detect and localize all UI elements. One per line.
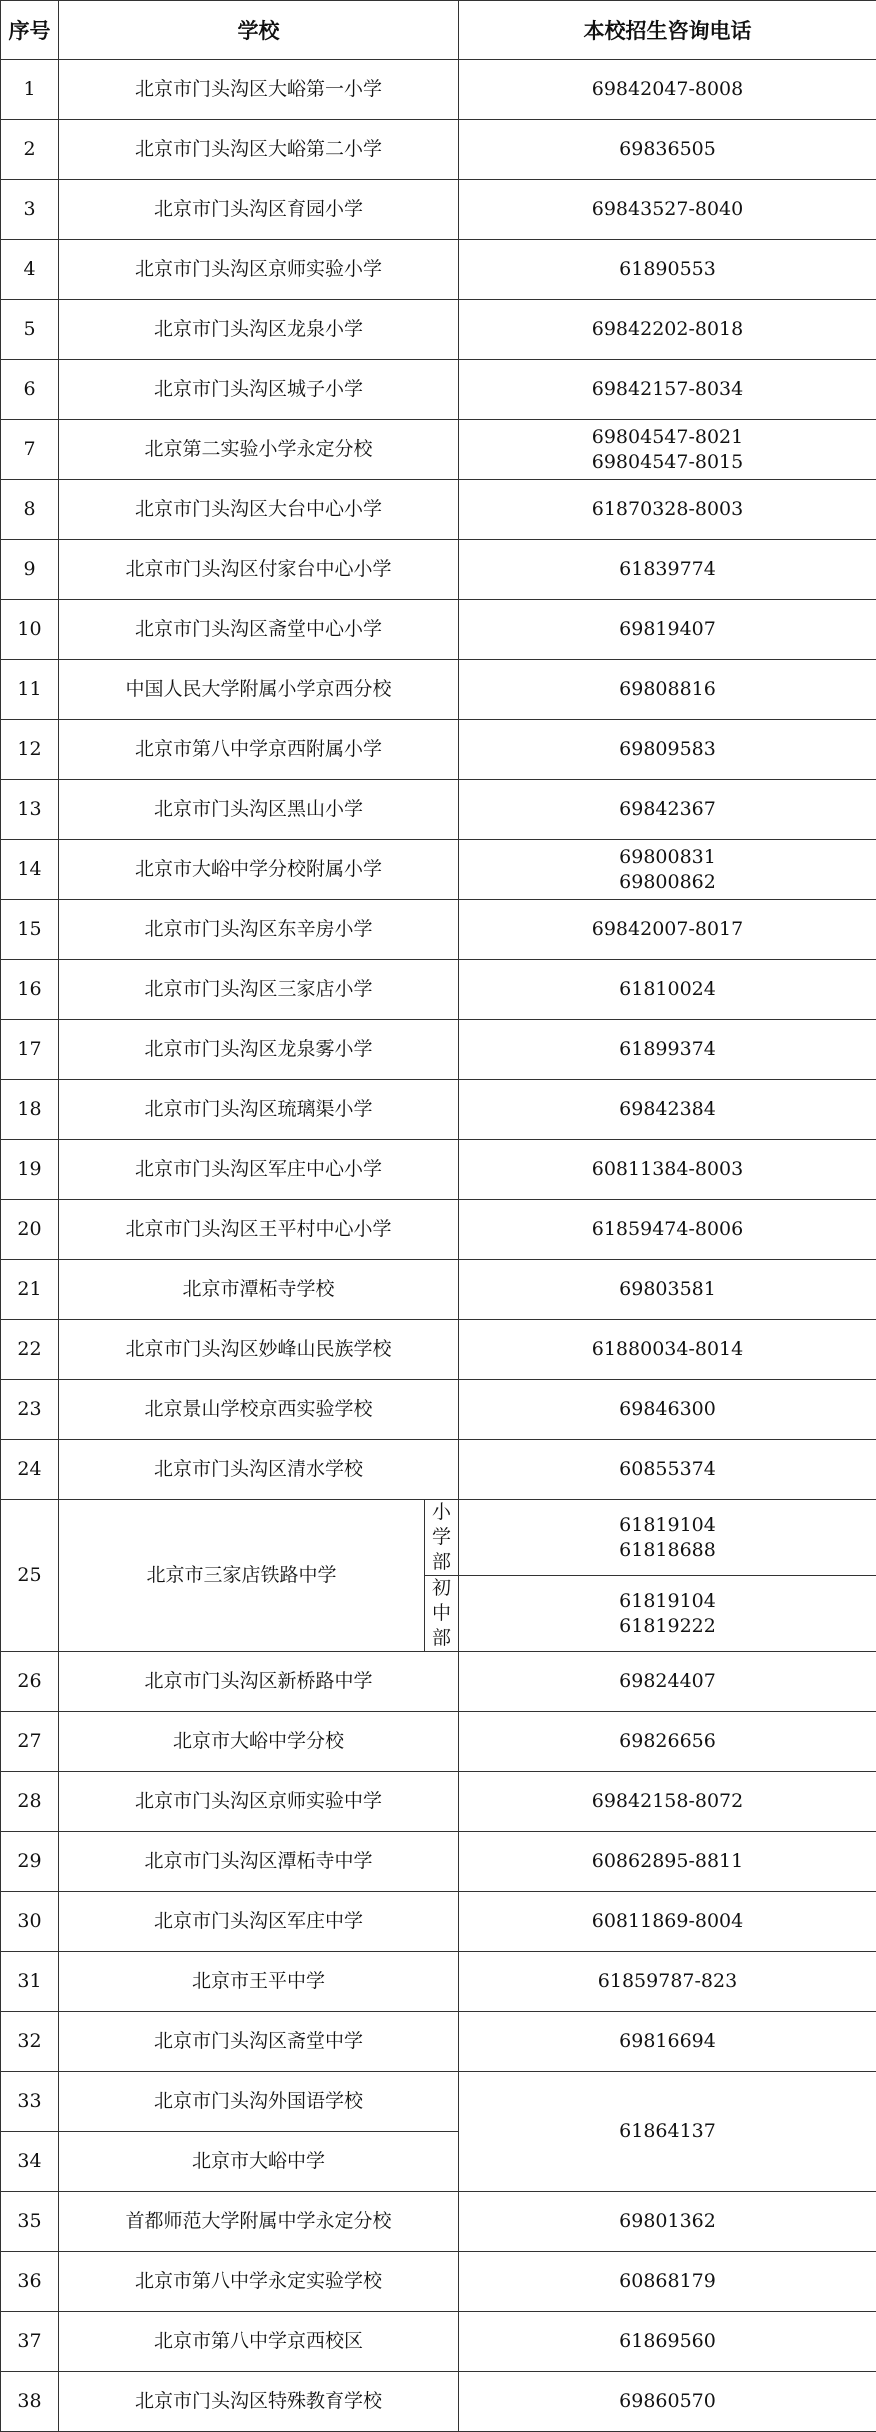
- header-row: [1, 1, 876, 60]
- row-index: 9: [1, 540, 59, 600]
- phone-cell: [459, 2372, 876, 2432]
- phone-number: 69842384: [459, 1097, 876, 1122]
- row-index: 24: [1, 1440, 59, 1500]
- row-index: 6: [1, 360, 59, 420]
- row-index: 19: [1, 1140, 59, 1200]
- school-name: 北京市大峪中学分校: [59, 1712, 459, 1772]
- school-name: 北京市门头沟区京师实验中学: [59, 1772, 459, 1832]
- phone-number: 69809583: [459, 737, 876, 762]
- school-name: 北京市门头沟区付家台中心小学: [59, 540, 459, 600]
- phone-cell: [459, 1772, 876, 1832]
- table-row: [1, 1832, 876, 1892]
- row-index: 26: [1, 1652, 59, 1712]
- phone-cell: [459, 1500, 876, 1576]
- phone-cell: [459, 1140, 876, 1200]
- phone-cell: [459, 240, 876, 300]
- table-row: [1, 1500, 876, 1576]
- phone-number: 69808816: [459, 677, 876, 702]
- row-index: 10: [1, 600, 59, 660]
- phone-cell: [459, 60, 876, 120]
- school-name: 北京市门头沟区斋堂中心小学: [59, 600, 459, 660]
- phone-number: 69842157-8034: [459, 377, 876, 402]
- school-name: 北京第二实验小学永定分校: [59, 420, 459, 480]
- row-index: 30: [1, 1892, 59, 1952]
- school-name: 北京市门头沟区妙峰山民族学校: [59, 1320, 459, 1380]
- phone-number: 61899374: [459, 1037, 876, 1062]
- school-name: 北京市门头沟区琉璃渠小学: [59, 1080, 459, 1140]
- phone-number: 69804547-8021: [459, 425, 876, 450]
- table-row: [1, 660, 876, 720]
- school-name: 北京市三家店铁路中学: [59, 1500, 425, 1652]
- phone-number: 69800862: [459, 870, 876, 895]
- school-name: 北京市大峪中学: [59, 2132, 459, 2192]
- row-index: 18: [1, 1080, 59, 1140]
- phone-cell: [459, 720, 876, 780]
- table-row: [1, 1712, 876, 1772]
- row-index: 32: [1, 2012, 59, 2072]
- row-index: 20: [1, 1200, 59, 1260]
- school-name: 北京市潭柘寺学校: [59, 1260, 459, 1320]
- phone-cell: [459, 480, 876, 540]
- phone-cell: [459, 2252, 876, 2312]
- phone-number: 61864137: [459, 2119, 876, 2144]
- school-name: 北京市门头沟区城子小学: [59, 360, 459, 420]
- row-index: 14: [1, 840, 59, 900]
- header-phone: 本校招生咨询电话: [459, 1, 876, 60]
- school-name: 北京市门头沟区军庄中心小学: [59, 1140, 459, 1200]
- table-row: [1, 1892, 876, 1952]
- row-index: 7: [1, 420, 59, 480]
- table-row: [1, 600, 876, 660]
- table-row: [1, 1020, 876, 1080]
- phone-cell: [459, 780, 876, 840]
- phone-cell: [459, 120, 876, 180]
- phone-number: 69800831: [459, 845, 876, 870]
- school-name: 北京市门头沟区龙泉雾小学: [59, 1020, 459, 1080]
- table-row: [1, 2252, 876, 2312]
- row-index: 37: [1, 2312, 59, 2372]
- phone-number: 61869560: [459, 2329, 876, 2354]
- phone-number: 69860570: [459, 2389, 876, 2414]
- school-name: 北京市门头沟区斋堂中学: [59, 2012, 459, 2072]
- phone-number: 69801362: [459, 2209, 876, 2234]
- school-name: 首都师范大学附属中学永定分校: [59, 2192, 459, 2252]
- table-row: [1, 780, 876, 840]
- phone-number: 60811869-8004: [459, 1909, 876, 1934]
- phone-number: 60811384-8003: [459, 1157, 876, 1182]
- phone-cell: [459, 360, 876, 420]
- table-row: [1, 1140, 876, 1200]
- school-name: 北京市门头沟区军庄中学: [59, 1892, 459, 1952]
- phone-cell: [459, 1832, 876, 1892]
- row-index: 34: [1, 2132, 59, 2192]
- row-index: 22: [1, 1320, 59, 1380]
- row-index: 5: [1, 300, 59, 360]
- phone-cell: [459, 1080, 876, 1140]
- table-row: [1, 2372, 876, 2432]
- phone-cell: [459, 540, 876, 600]
- table-row: [1, 960, 876, 1020]
- row-index: 29: [1, 1832, 59, 1892]
- phone-cell: [459, 1020, 876, 1080]
- table-row: [1, 1200, 876, 1260]
- school-name: 北京市门头沟区育园小学: [59, 180, 459, 240]
- table-row: [1, 1380, 876, 1440]
- phone-cell: [459, 840, 876, 900]
- school-name: 北京市门头沟区龙泉小学: [59, 300, 459, 360]
- phone-number: 69819407: [459, 617, 876, 642]
- phone-number: 60868179: [459, 2269, 876, 2294]
- school-name: 北京市门头沟区新桥路中学: [59, 1652, 459, 1712]
- row-index: 8: [1, 480, 59, 540]
- table-row: [1, 540, 876, 600]
- table-row: [1, 1080, 876, 1140]
- table-row: [1, 2192, 876, 2252]
- row-index: 16: [1, 960, 59, 1020]
- phone-number: 69836505: [459, 137, 876, 162]
- phone-number: 69816694: [459, 2029, 876, 2054]
- phone-cell: [459, 1952, 876, 2012]
- phone-cell: [459, 1892, 876, 1952]
- school-name: 北京市第八中学京西附属小学: [59, 720, 459, 780]
- table-row: [1, 1772, 876, 1832]
- phone-number: 61819104: [459, 1513, 876, 1538]
- school-name: 北京市门头沟外国语学校: [59, 2072, 459, 2132]
- school-name: 北京市门头沟区三家店小学: [59, 960, 459, 1020]
- table-row: [1, 1260, 876, 1320]
- school-name: 北京市大峪中学分校附属小学: [59, 840, 459, 900]
- header-index: 序号: [1, 1, 59, 60]
- table-row: [1, 360, 876, 420]
- row-index: 36: [1, 2252, 59, 2312]
- table-row: [1, 720, 876, 780]
- table-row: [1, 1952, 876, 2012]
- header-school: 学校: [59, 1, 459, 60]
- phone-number: 61859787-823: [459, 1969, 876, 1994]
- school-name: 北京市门头沟区潭柘寺中学: [59, 1832, 459, 1892]
- phone-number: 69804547-8015: [459, 450, 876, 475]
- phone-number: 60855374: [459, 1457, 876, 1482]
- phone-number: 60862895-8811: [459, 1849, 876, 1874]
- phone-number: 69824407: [459, 1669, 876, 1694]
- school-name: 北京景山学校京西实验学校: [59, 1380, 459, 1440]
- phone-cell: [459, 1320, 876, 1380]
- table-row: [1, 2072, 876, 2132]
- school-name: 北京市门头沟区清水学校: [59, 1440, 459, 1500]
- phone-number: 69842047-8008: [459, 77, 876, 102]
- school-name: 北京市第八中学永定实验学校: [59, 2252, 459, 2312]
- school-name: 北京市门头沟区东辛房小学: [59, 900, 459, 960]
- phone-number: 61859474-8006: [459, 1217, 876, 1242]
- phone-number: 69842367: [459, 797, 876, 822]
- row-index: 3: [1, 180, 59, 240]
- phone-number: 61839774: [459, 557, 876, 582]
- school-name: 北京市王平中学: [59, 1952, 459, 2012]
- phone-cell: [459, 1200, 876, 1260]
- phone-cell: [459, 1652, 876, 1712]
- table-row: [1, 2012, 876, 2072]
- row-index: 27: [1, 1712, 59, 1772]
- table-row: [1, 420, 876, 480]
- school-name: 北京市门头沟区京师实验小学: [59, 240, 459, 300]
- phone-cell: [459, 1380, 876, 1440]
- row-index: 31: [1, 1952, 59, 2012]
- table-row: [1, 300, 876, 360]
- row-index: 17: [1, 1020, 59, 1080]
- phone-cell: [459, 2072, 876, 2192]
- phone-number: 69826656: [459, 1729, 876, 1754]
- table-body: [1, 60, 876, 2432]
- row-index: 15: [1, 900, 59, 960]
- table-row: [1, 180, 876, 240]
- phone-cell: [459, 1576, 876, 1652]
- phone-cell: [459, 600, 876, 660]
- phone-cell: [459, 2312, 876, 2372]
- row-index: 21: [1, 1260, 59, 1320]
- phone-number: 61810024: [459, 977, 876, 1002]
- table-row: [1, 120, 876, 180]
- phone-cell: [459, 420, 876, 480]
- phone-cell: [459, 960, 876, 1020]
- row-index: 23: [1, 1380, 59, 1440]
- phone-cell: [459, 660, 876, 720]
- phone-cell: [459, 1712, 876, 1772]
- row-index: 35: [1, 2192, 59, 2252]
- phone-number: 61870328-8003: [459, 497, 876, 522]
- table-row: [1, 480, 876, 540]
- school-name: 北京市门头沟区王平村中心小学: [59, 1200, 459, 1260]
- phone-number: 69842007-8017: [459, 917, 876, 942]
- table-row: [1, 240, 876, 300]
- table-row: [1, 60, 876, 120]
- table-row: [1, 900, 876, 960]
- phone-number: 69843527-8040: [459, 197, 876, 222]
- phone-cell: [459, 2012, 876, 2072]
- school-name: 北京市门头沟区特殊教育学校: [59, 2372, 459, 2432]
- phone-number: 69842158-8072: [459, 1789, 876, 1814]
- phone-number: 69842202-8018: [459, 317, 876, 342]
- table-row: [1, 840, 876, 900]
- row-index: 11: [1, 660, 59, 720]
- row-index: 33: [1, 2072, 59, 2132]
- phone-cell: [459, 1440, 876, 1500]
- phone-number: 61818688: [459, 1538, 876, 1563]
- phone-number: 69846300: [459, 1397, 876, 1422]
- school-name: 北京市门头沟区大峪第一小学: [59, 60, 459, 120]
- phone-cell: [459, 180, 876, 240]
- row-index: 4: [1, 240, 59, 300]
- row-index: 38: [1, 2372, 59, 2432]
- row-index: 12: [1, 720, 59, 780]
- row-index: 28: [1, 1772, 59, 1832]
- table-row: [1, 1320, 876, 1380]
- row-index: 1: [1, 60, 59, 120]
- phone-number: 69803581: [459, 1277, 876, 1302]
- phone-cell: [459, 1260, 876, 1320]
- phone-number: 61819104: [459, 1589, 876, 1614]
- department-label: 初中部: [425, 1576, 459, 1652]
- school-name: 北京市门头沟区大台中心小学: [59, 480, 459, 540]
- phone-number: 61890553: [459, 257, 876, 282]
- row-index: 13: [1, 780, 59, 840]
- phone-cell: [459, 300, 876, 360]
- school-name: 北京市第八中学京西校区: [59, 2312, 459, 2372]
- department-label: 小学部: [425, 1500, 459, 1576]
- table-row: [1, 2312, 876, 2372]
- school-name: 北京市门头沟区黑山小学: [59, 780, 459, 840]
- school-name: 中国人民大学附属小学京西分校: [59, 660, 459, 720]
- school-name: 北京市门头沟区大峪第二小学: [59, 120, 459, 180]
- phone-number: 61819222: [459, 1614, 876, 1639]
- phone-number: 61880034-8014: [459, 1337, 876, 1362]
- phone-cell: [459, 2192, 876, 2252]
- table-row: [1, 1440, 876, 1500]
- phone-cell: [459, 900, 876, 960]
- table-row: [1, 1652, 876, 1712]
- row-index: 25: [1, 1500, 59, 1652]
- row-index: 2: [1, 120, 59, 180]
